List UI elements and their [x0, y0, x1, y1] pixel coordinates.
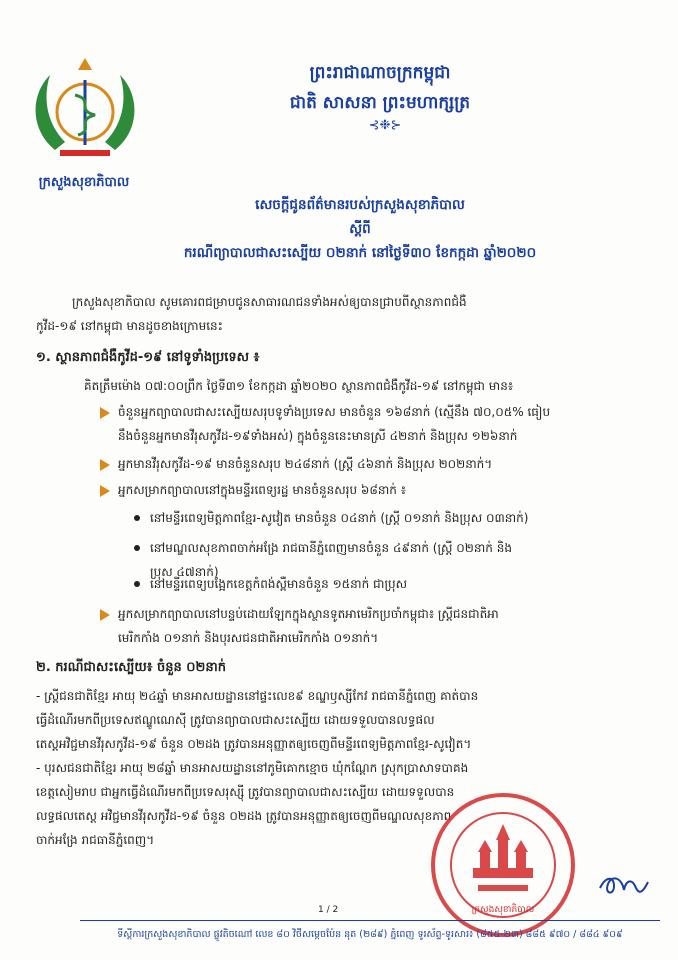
header-ornament: ⊰❉⊱	[368, 118, 402, 133]
intro-line: កូវីដ-១៩ នៅកម្ពុជា មានដូចខាងក្រោមនេះ	[36, 319, 223, 333]
sub-bullet-text: នៅមន្ទីរពេទ្យមិត្តភាពខ្មែរ-សូវៀត មានចំនួន ០៤នាក់ (ស្ត្រី ០១នាក់ និងប្រុស ០៣នាក់)	[150, 511, 529, 525]
footer-address: ទីស្តីការក្រសួងសុខាភិបាល ផ្លូវតិចណៅ លេខ ៨០ វិថីសម្តេចប៉ែន នុត (២៨៩) ភ្នំពេញ ទូរស័ព្ទ-ទូរសារ៖ (៨៥៥-២៣) ៨៨៥ ៩៧០ / ៨៨៤ ៩០៩	[117, 929, 623, 940]
section-heading: ១. ស្ថានភាពជំងឺកូវីដ-១៩ នៅទូទាំងប្រទេស ៖	[36, 350, 260, 365]
case-text: តេស្តអវិជ្ជមានវីរុសកូវីដ-១៩ ចំនួន ០២ដង ត្រូវបានអនុញ្ញាតឲ្យចេញពីមន្ទីរពេទ្យមិត្តភាពខ្មែរ-សូវៀត។	[36, 737, 472, 751]
ministry-name: ក្រសួងសុខាភិបាល	[38, 175, 130, 190]
stamp-text: ក្រសួងសុខាភិបាល	[471, 905, 535, 915]
official-stamp	[428, 790, 578, 940]
case-text: ចាក់អង្រែ រាជធានីភ្នំពេញ។	[36, 833, 155, 847]
bullet-text: អ្នកមានវីរុសកូវីដ-១៩ មានចំនួនសរុប ២៤៨នាក់ (ស្ត្រី ៤៦នាក់ និងប្រុស ២០២នាក់។	[118, 457, 493, 471]
case-text: - ស្ត្រីជនជាតិខ្មែរ អាយុ ២៤ឆ្នាំ មានអាសយដ្ឋាននៅផ្ទះលេខ៩ ខណ្ឌឫស្សីកែវ រាជធានីភ្នំពេញ គាត់បាន	[36, 689, 479, 703]
section-heading: ២. ករណីជាសះស្បើយ៖ ចំនួន ០២នាក់	[36, 660, 226, 675]
bullet-text: អ្នកសម្រាកព្យាបាលនៅបន្ទប់ដោយឡែកក្នុងស្ថានទូតអាមេរិកប្រចាំកម្ពុជា៖ ស្ត្រីជនជាតិអា	[118, 607, 499, 621]
kingdom-title: ព្រះរាជាណាចក្រកម្ពុជា	[309, 63, 451, 83]
case-text: ខេត្តសៀមរាប ជាអ្នកធ្វើដំណើរមកពីប្រទេសរុស្ស៊ី ត្រូវបានព្យាបាលជាសះស្បើយ ដោយទទួលបាន	[36, 785, 455, 799]
national-motto: ជាតិ សាសនា ព្រះមហាក្សត្រ	[289, 93, 471, 113]
case-text: ធ្វើដំណើរមកពីប្រទេសឥណ្ឌូណេស៊ី ត្រូវបានព្យាបាលជាសះស្បើយ ដោយទទួលបានលទ្ធផល	[36, 713, 435, 727]
kingdom-header	[230, 58, 530, 118]
section-lead: គិតត្រឹមម៉ោង ០៧:០០ព្រឹក ថ្ងៃទី៣១ ខែកក្កដា ឆ្នាំ២០២០ ស្ថានភាពជំងឺកូវីដ-១៩ នៅកម្ពុជា មាន៖	[84, 379, 514, 393]
document-topic: ករណីព្យាបាលជាសះស្បើយ ០២នាក់ នៅថ្ងៃទី៣០ ខែកក្កដា ឆ្នាំ២០២០	[183, 245, 537, 261]
bullet-dot-icon	[134, 581, 140, 587]
bullet-text: មេរិកកាំង ០១នាក់ និងបុរសជនជាតិអាមេរិកកាំង ០១នាក់។	[118, 631, 379, 645]
bullet-text: ចំនួនអ្នកព្យាបាលជាសះស្បើយសរុបទូទាំងប្រទេស មានចំនួន ១៦៨នាក់ (ស្មើនឹង ៧០,០៥% ធៀប	[118, 405, 551, 419]
bullet-arrow-icon	[100, 609, 110, 621]
signature	[596, 870, 652, 900]
sub-bullet-text: នៅមន្ទីរពេទ្យបង្អែកខេត្តកំពង់ស្ពឺមានចំនួន ១៥នាក់ ជាប្រុស	[150, 577, 408, 591]
footer-divider	[80, 920, 660, 921]
bullet-text: អ្នកសម្រាកព្យាបាលនៅក្នុងមន្ទីរពេទ្យរដ្ឋ មានចំនួនសរុប ៦៨នាក់ ៖	[118, 483, 407, 497]
bullet-arrow-icon	[100, 459, 110, 471]
sub-bullet-text: នៅមណ្ឌលសុខភាពចាក់អង្រែ រាជធានីភ្នំពេញមានចំនួន ៤៩នាក់ (ស្ត្រី ០២នាក់ និង	[150, 541, 512, 555]
intro-line: ក្រសួងសុខាភិបាល សូមគោរពជម្រាបជូនសាធារណជនទាំងអស់ឲ្យបានជ្រាបពីស្ថានភាពជំងឺ	[72, 295, 467, 309]
ministry-logo	[20, 50, 150, 170]
case-text: - បុរសជនជាតិខ្មែរ អាយុ ២៨ឆ្នាំ មានអាសយដ្ឋាននៅភូមិគោកខ្មោច ឃុំកណ្តែក ស្រុកប្រាសាទបាគង	[36, 761, 469, 775]
case-text: លទ្ធផលតេស្ត អវិជ្ជមានវីរុសកូវីដ-១៩ ចំនួន ០២ដង ត្រូវបានអនុញ្ញាតឲ្យចេញពីមណ្ឌលសុខភាព	[36, 809, 452, 823]
bullet-dot-icon	[134, 515, 140, 521]
bullet-arrow-icon	[100, 407, 110, 419]
document-subtitle: ស្តីពី	[349, 221, 371, 237]
bullet-text: នឹងចំនួនអ្នកមានវីរុសកូវីដ-១៩ទាំងអស់) ក្នុងចំនួននេះមានស្រី ៤២នាក់ និងប្រុស ១២៦នាក់	[118, 429, 518, 443]
bullet-dot-icon	[134, 545, 140, 551]
sub-bullet-text: ប្រុស ៤៧នាក់)	[150, 565, 219, 579]
bullet-arrow-icon	[100, 485, 110, 497]
page-number: 1 / 2	[318, 905, 339, 915]
document-title: សេចក្តីជូនព័ត៌មានរបស់ក្រសួងសុខាភិបាល	[255, 197, 465, 213]
